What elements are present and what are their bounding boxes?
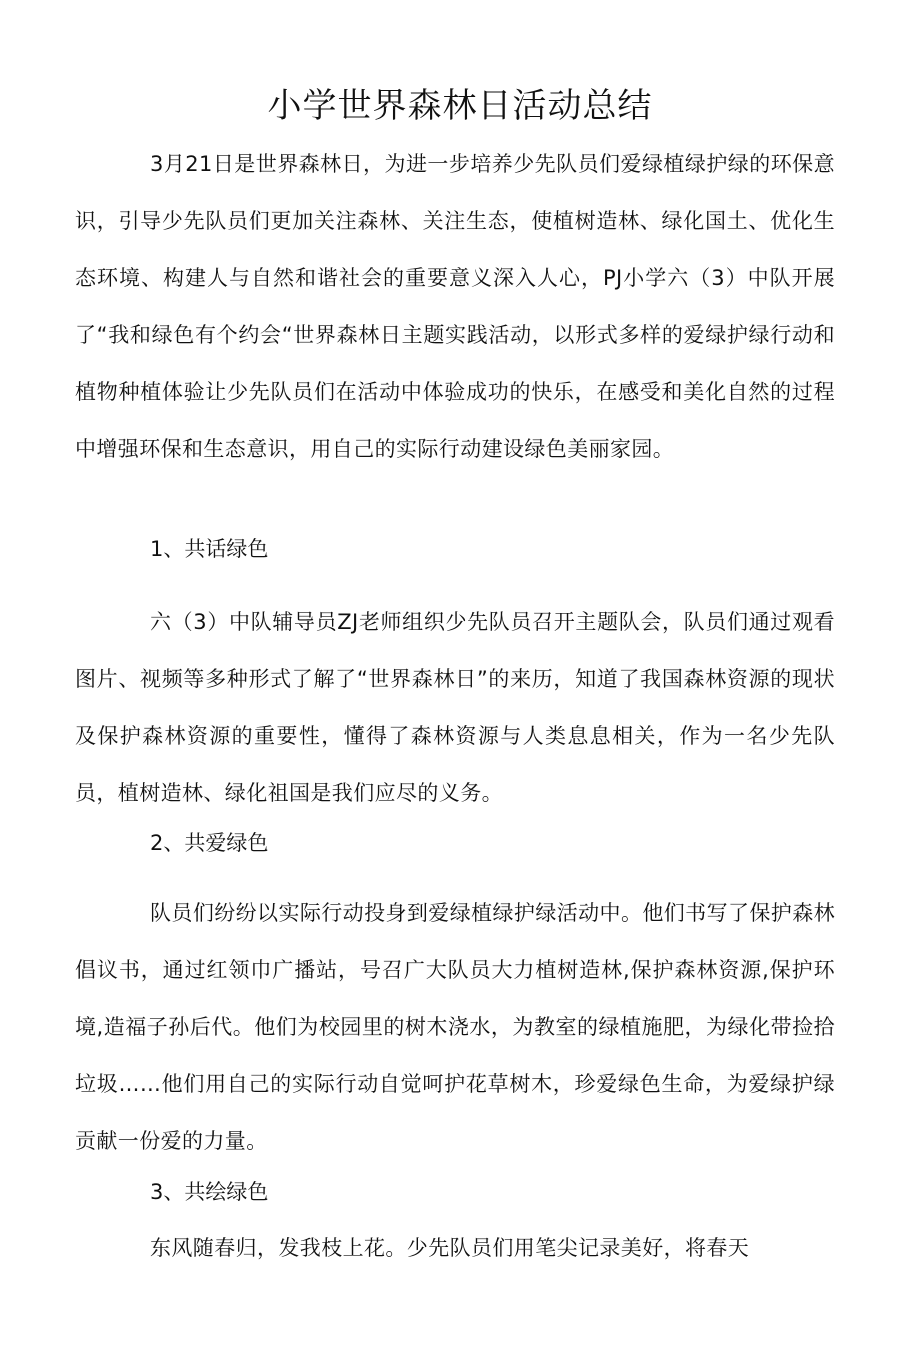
section-body-1: 六（3）中队辅导员ZJ老师组织少先队员召开主题队会，队员们通过观看图片、视频等多种形式了解了“世界森林日”的来历，知道了我国森林资源的现状及保护森林资源的重要性，懂得了森林资源与人类息息相关，作为一名少先队员，植树造林、绿化祖国是我们应尽的义务。: [75, 610, 835, 805]
document-title: 小学世界森林日活动总结: [267, 86, 653, 126]
section-heading-1: 1、共话绿色: [150, 537, 269, 561]
section-heading-2: 2、共爱绿色: [150, 831, 269, 855]
intro-paragraph: 3月21日是世界森林日，为进一步培养少先队员们爱绿植绿护绿的环保意识，引导少先队员们更加关注森林、关注生态，使植树造林、绿化国土、优化生态环境、构建人与自然和谐社会的重要意义深入人心，PJ小学六（3）中队开展了“我和绿色有个约会“世界森林日主题实践活动，以形式多样的爱绿护绿行动和植物种植体验让少先队员们在活动中体验成功的快乐，在感受和美化自然的过程中增强环保和生态意识，用自己的实际行动建设绿色美丽家园。: [75, 152, 835, 461]
section-body-3: 东风随春归，发我枝上花。少先队员们用笔尖记录美好，将春天: [150, 1236, 750, 1260]
section-heading-3: 3、共绘绿色: [150, 1180, 269, 1204]
section-body-2: 队员们纷纷以实际行动投身到爱绿植绿护绿活动中。他们书写了保护森林倡议书，通过红领巾广播站，号召广大队员大力植树造林,保护森林资源,保护环境,造福子孙后代。他们为校园里的树木浇水，为教室的绿植施肥，为绿化带捡拾垃圾……他们用自己的实际行动自觉呵护花草树木，珍爱绿色生命，为爱绿护绿贡献一份爱的力量。: [75, 901, 835, 1153]
